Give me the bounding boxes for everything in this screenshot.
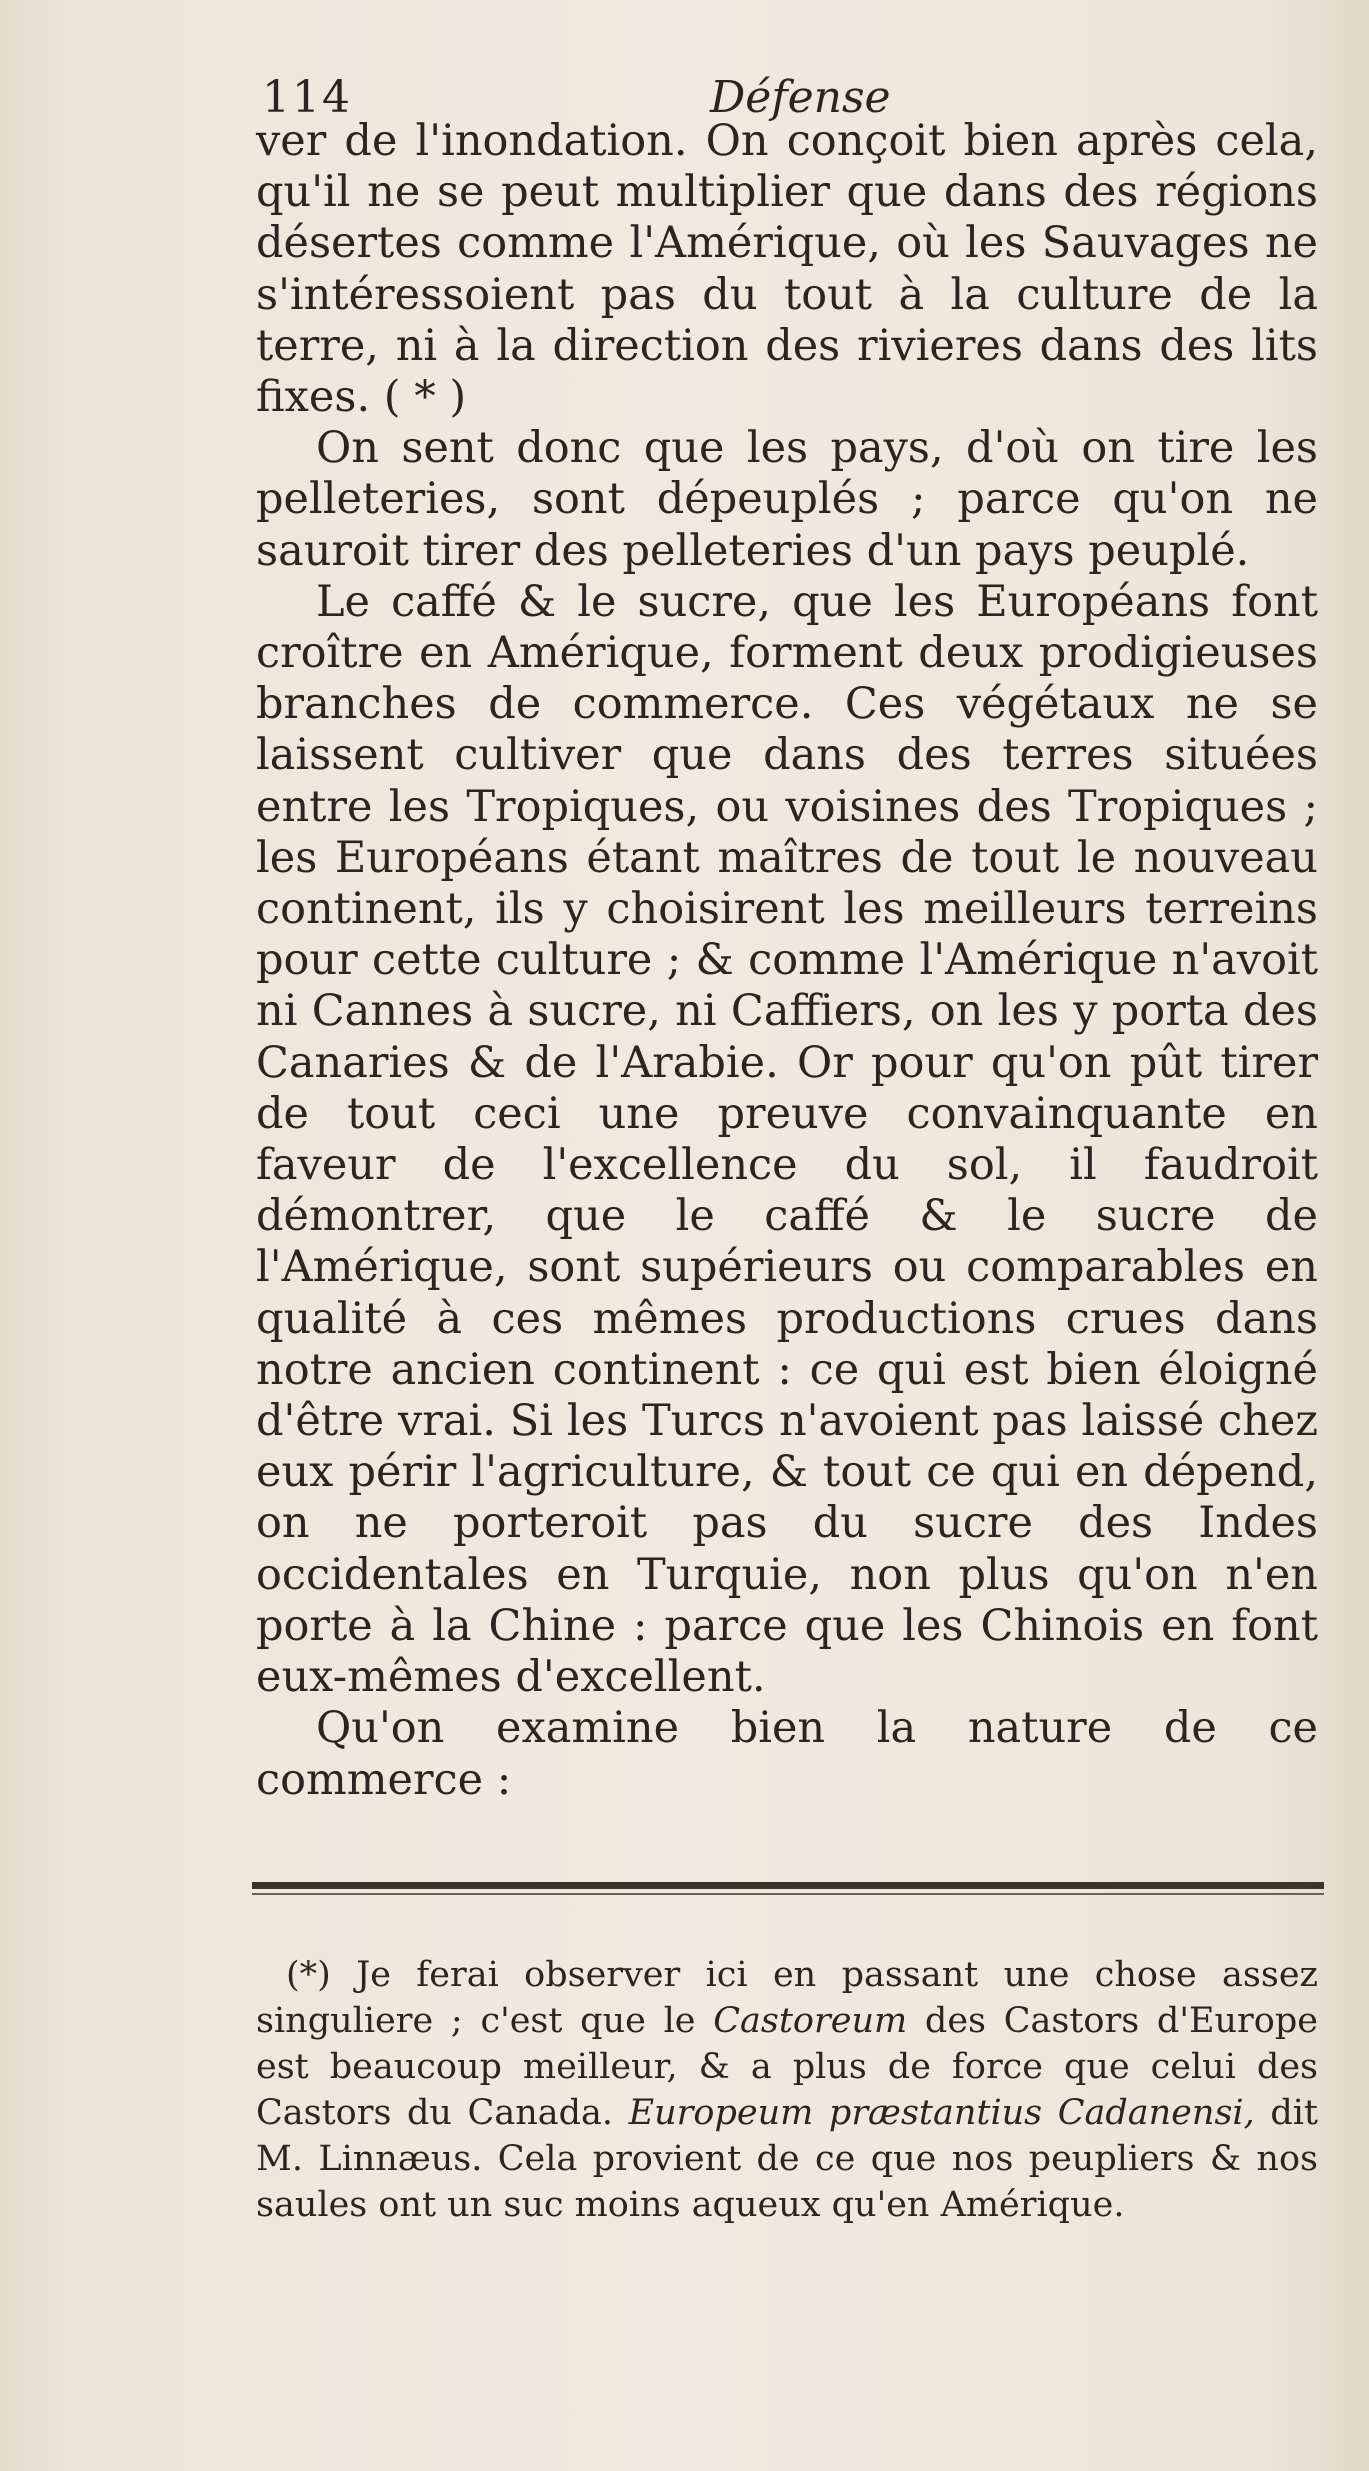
paragraph-3: Le caffé & le sucre, que les Européans font croître en Amérique, forment deux prodigieuses branches de commerce. Ces végétaux ne se laissent cultiver que dans des terres situées entre les Tropiques, ou voisines des Tropiques ; les Européans étant maîtres de tout le nouveau continent, ils y choisirent les meilleurs terreins pour cette culture ; & comme l'Amérique n'avoit ni Cannes à sucre, ni Caffiers, on les y porta des Canaries & de l'Arabie. Or pour qu'on pût tirer de tout ceci une preuve convainquante en faveur de l'excellence du sol, il faudroit démontrer, que le caffé & le sucre de l'Amérique, sont supérieurs ou comparables en qualité à ces mêmes productions crues dans notre ancien continent : ce qui est bien éloigné d'être vrai. Si les Turcs n'avoient pas laissé chez eux périr l'agriculture, & tout ce qui en dépend, on ne porteroit pas du sucre des Indes occidentales en Turquie, non plus qu'on n'en porte à la Chine : parce que les Chinois en font eux-mêmes d'excellent. xyxy=(256,576,1318,1703)
footnote xyxy=(256,1952,1318,2228)
footnote-marker: (*) xyxy=(286,1955,331,1995)
paragraph-1 xyxy=(256,116,1318,423)
footnote-divider xyxy=(252,1882,1324,1889)
footnote-latin-quote: Europeum præstantius Cadanensi, xyxy=(628,2093,1255,2133)
running-title: Défense xyxy=(710,72,891,123)
paragraph-4: Qu'on examine bien la nature de ce commerce : xyxy=(256,1703,1318,1805)
footnote-paragraph xyxy=(256,1952,1318,2228)
footnote-reference: ( * ) xyxy=(383,372,467,423)
page-number: 114 xyxy=(262,72,352,123)
footnote-text-3: dit M. Linnæus. Cela provient de ce que nos peupliers & nos saules ont un suc moins aqueux qu'en Amérique. xyxy=(256,2093,1318,2225)
footnote-text-2: des Castors d'Europe est beaucoup meilleur, & a plus de force que celui des Castors du Canada. xyxy=(256,2001,1318,2133)
paragraph-1-text: ver de l'inondation. On conçoit bien après cela, qu'il ne se peut multiplier que dans des régions désertes comme l'Amérique, où les Sauvages ne s'intéressoient pas du tout à la culture de la terre, ni à la direction des rivieres dans des lits fixes. xyxy=(256,116,1318,423)
footnote-divider-thin xyxy=(252,1893,1324,1895)
paragraph-2: On sent donc que les pays, d'où on tire les pelleteries, sont dépeuplés ; parce qu'on ne sauroit tirer des pelleteries d'un pays peuplé. xyxy=(256,423,1318,576)
footnote-castoreum: Castoreum xyxy=(713,2001,908,2041)
footnote-text-1: Je ferai observer ici en passant une chose assez singuliere ; c'est que le xyxy=(256,1955,1318,2041)
main-text xyxy=(256,116,1318,1806)
